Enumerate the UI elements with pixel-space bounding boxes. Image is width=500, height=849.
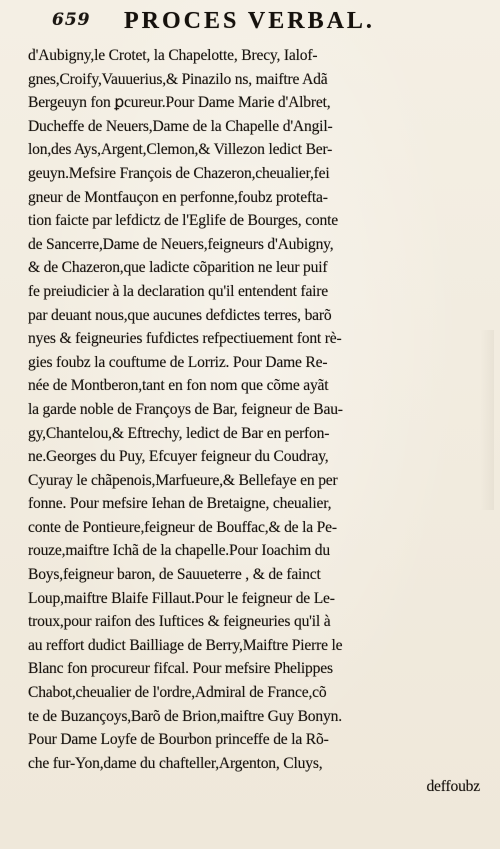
text-line: te de Buzançoys,Barõ de Brion,maiftre Guy Bonyn. (28, 707, 342, 725)
text-line: Loup,maiftre Blaife Fillaut.Pour le feigneur de Le- (28, 589, 335, 607)
text-line: Bergeuyn fon ꝑcureur.Pour Dame Marie d'Albret, (28, 94, 331, 112)
text-line: geuyn.Mefsire François de Chazeron,cheualier,fei (28, 164, 330, 182)
body-text (28, 44, 488, 799)
text-line: gy,Chantelou,& Eftrechy, ledict de Bar en perfon- (28, 424, 330, 442)
text-line: nyes & feigneuries fufdictes refpectiuement font rè- (28, 330, 342, 348)
text-line: Boys,feigneur baron, de Sauueterre , & de fainct (28, 566, 321, 584)
catchword: deffoubz (426, 778, 480, 796)
text-line: née de Montberon,tant en fon nom que cõme ayãt (28, 377, 329, 395)
text-line: Ducheffe de Neuers,Dame de la Chapelle d'Angil- (28, 117, 333, 135)
text-line: d'Aubigny,le Crotet, la Chapelotte, Brecy, Ialof- (28, 47, 318, 64)
text-line: la garde noble de Françoys de Bar, feigneur de Bau- (28, 400, 343, 418)
text-line: rouze,maiftre Ichã de la chapelle.Pour Ioachim du (28, 542, 330, 560)
text-line: fe preiudicier à la declaration qu'il entendent faire (28, 282, 329, 300)
text-line: Cyuray le chãpenois,Marfueure,& Bellefaye en per (28, 471, 338, 489)
text-line: fonne. Pour mefsire Iehan de Bretaigne, cheualier, (28, 495, 332, 513)
text-line: & de Chazeron,que ladicte cõparition ne leur puif (28, 259, 328, 277)
text-line: Pour Dame Loyfe de Bourbon princeffe de la Rõ- (28, 731, 329, 749)
text-line: de Sancerre,Dame de Neuers,feigneurs d'Aubigny, (28, 235, 334, 253)
text-line: gneur de Montfauçon en perfonne,foubz protefta- (28, 188, 328, 206)
text-line: par deuant nous,que aucunes defdictes terres, barõ (28, 306, 332, 324)
text-line: che fur-Yon,dame du chafteller,Argenton, Cluys, (28, 754, 323, 772)
text-line: gies foubz la couftume de Lorriz. Pour Dame Re- (28, 353, 328, 371)
text-line: tion faicte par lefdictz de l'Eglife de Bourges, conte (28, 212, 338, 230)
text-line: lon,des Ays,Argent,Clemon,& Villezon ledict Ber- (28, 141, 333, 159)
text-line: troux,pour raifon des Iuftices & feigneuries qu'il à (28, 613, 331, 631)
text-line: Blanc fon procureur fifcal. Pour mefsire Phelippes (28, 660, 333, 678)
text-line: Chabot,cheualier de l'ordre,Admiral de France,cõ (28, 684, 327, 702)
text-line: gnes,Croify,Vauuerius,& Pinazilo ns, maiftre Adã (28, 70, 328, 88)
text-line: ne.Georges du Puy, Efcuyer feigneur du Coudray, (28, 448, 329, 466)
running-title: PROCES VERBAL. (124, 8, 375, 34)
text-line: conte de Pontieure,feigneur de Bouffac,& de la Pe- (28, 518, 337, 536)
folio-number: 659 (52, 10, 91, 30)
text-line: au reffort dudict Bailliage de Berry,Maiftre Pierre le (28, 636, 343, 654)
